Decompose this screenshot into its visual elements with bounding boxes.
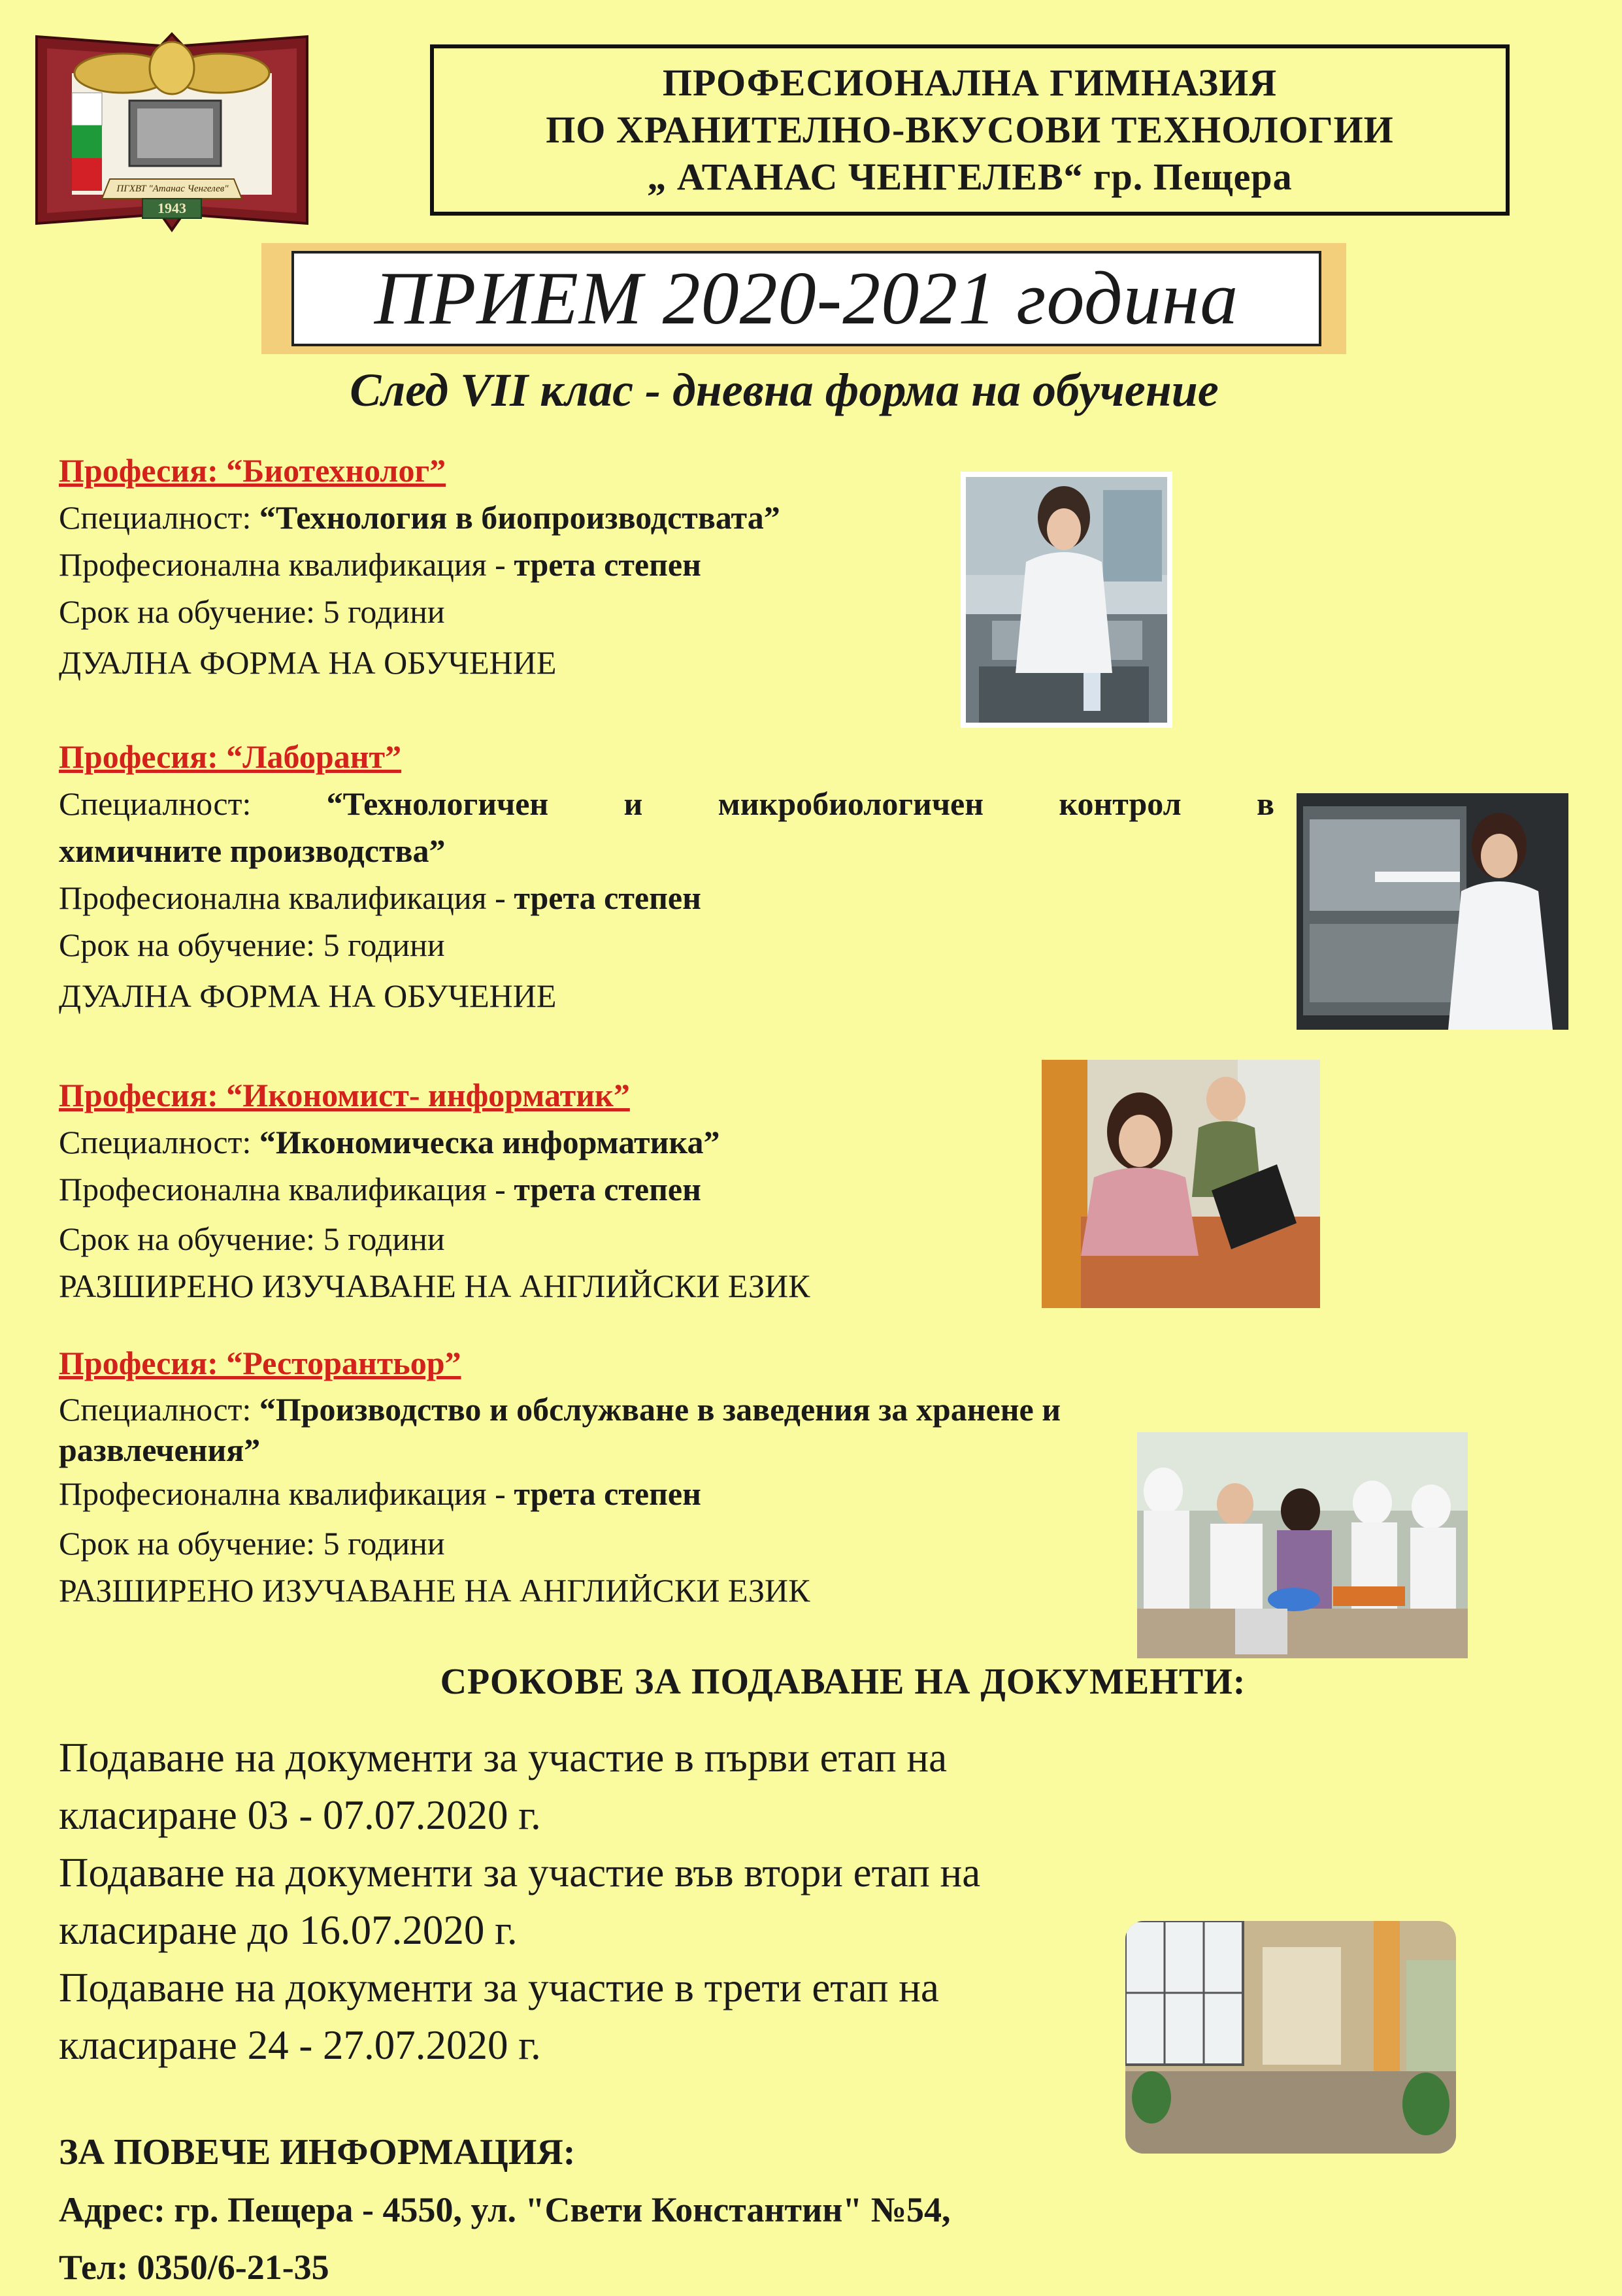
school-name-line-2: ПО ХРАНИТЕЛНО-ВКУСОВИ ТЕХНОЛОГИИ: [546, 108, 1394, 151]
photo-lab-fume-hood: [1297, 793, 1568, 1030]
contact-phone: Тел: 0350/6-21-35: [59, 2248, 329, 2287]
qualification-line: [59, 874, 1274, 921]
school-name-line-1: ПРОФЕСИОНАЛНА ГИМНАЗИЯ: [662, 61, 1278, 104]
photo-computer-class: [1042, 1060, 1320, 1308]
profession-title: Професия: “Икономист- информатик”: [59, 1077, 630, 1113]
specialty-line: [59, 1389, 1300, 1430]
page-subtitle: След VII клас - дневна форма на обучение: [350, 364, 1219, 416]
specialty-line: [59, 1119, 1039, 1166]
qualification-label: Професионална квалификация -: [59, 879, 514, 916]
qualification-label: Професионална квалификация -: [59, 1171, 514, 1207]
qualification-label: Професионална квалификация -: [59, 546, 514, 583]
deadline-line: класиране до 16.07.2020 г.: [59, 1907, 518, 1953]
specialty-name-line-2: химичните производства”: [59, 832, 446, 869]
qualification-value: трета степен: [514, 1475, 701, 1512]
qualification-line: [59, 541, 935, 588]
note-line: ДУАЛНА ФОРМА НА ОБУЧЕНИЕ: [59, 644, 557, 681]
specialty-line: [59, 494, 935, 541]
school-logo: [31, 27, 312, 237]
specialty-name: “Икономическа информатика”: [259, 1124, 720, 1160]
page-title: ПРИЕМ 2020-2021 година: [291, 251, 1321, 346]
qualification-value: трета степен: [514, 546, 701, 583]
profession-title: Професия: “Ресторантьор”: [59, 1345, 461, 1381]
profession-title: Професия: “Биотехнолог”: [59, 452, 446, 489]
specialty-label: Специалност:: [59, 1124, 259, 1160]
specialty-label: Специалност:: [59, 499, 259, 536]
deadline-line: Подаване на документи за участие във втори етап на: [59, 1850, 981, 1895]
note-line: РАЗШИРЕНО ИЗУЧАВАНЕ НА АНГЛИЙСКИ ЕЗИК: [59, 1572, 810, 1609]
deadline-line: класиране 24 - 27.07.2020 г.: [59, 2022, 541, 2068]
qualification-line: [59, 1166, 1039, 1213]
contact-heading: ЗА ПОВЕЧЕ ИНФОРМАЦИЯ:: [59, 2132, 576, 2173]
profession-title: Професия: “Лаборант”: [59, 738, 402, 775]
specialty-name-line-1: “Технологичен и микробиологичен контрол в: [326, 785, 1274, 822]
specialty-name-line-2: развлечения”: [59, 1432, 261, 1468]
school-name-box: [430, 44, 1510, 216]
qualification-line: [59, 1470, 1300, 1517]
logo-year: 1943: [157, 200, 186, 216]
specialty-label: Специалност:: [59, 1391, 259, 1428]
school-name-line-3: „ АТАНАС ЧЕНГЕЛЕВ“ гр. Пещера: [647, 156, 1293, 198]
photo-cooking-class: [1137, 1432, 1468, 1658]
deadlines-heading: СРОКОВЕ ЗА ПОДАВАНЕ НА ДОКУМЕНТИ:: [440, 1662, 1246, 1702]
specialty-label: Специалност:: [59, 785, 327, 822]
deadline-line: Подаване на документи за участие в първи етап на: [59, 1735, 948, 1780]
specialty-name: “Технология в биопроизводствата”: [259, 499, 780, 536]
deadlines-list: [59, 1729, 980, 2074]
duration-line: Срок на обучение: 5 години: [59, 593, 445, 630]
profession-laboratory-assistant: [59, 733, 1274, 1019]
specialty-name-line-1: “Производство и обслужване в заведения за хранене и: [259, 1391, 1061, 1428]
profession-restaurateur: [59, 1339, 1300, 1614]
contact-address: Адрес: гр. Пещера - 4550, ул. "Свети Константин" №54,: [59, 2190, 951, 2229]
photo-school-hallway: [1125, 1921, 1456, 2154]
deadline-line: Подаване на документи за участие в трети етап на: [59, 1965, 939, 2010]
note-line: РАЗШИРЕНО ИЗУЧАВАНЕ НА АНГЛИЙСКИ ЕЗИК: [59, 1268, 810, 1304]
specialty-line: [59, 780, 1274, 827]
note-line: ДУАЛНА ФОРМА НА ОБУЧЕНИЕ: [59, 977, 557, 1014]
qualification-label: Професионална квалификация -: [59, 1475, 514, 1512]
deadline-line: класиране 03 - 07.07.2020 г.: [59, 1792, 541, 1838]
profession-biotechnologist: [59, 447, 935, 686]
qualification-value: трета степен: [514, 1171, 701, 1207]
contact-info: [59, 2124, 951, 2296]
duration-line: Срок на обучение: 5 години: [59, 927, 445, 963]
logo-ribbon-text: ПГХВТ "Атанас Ченгелев": [116, 184, 229, 194]
photo-biotech-lab: [961, 472, 1172, 728]
profession-economist-informatician: [59, 1072, 1039, 1309]
duration-line: Срок на обучение: 5 години: [59, 1221, 445, 1257]
qualification-value: трета степен: [514, 879, 701, 916]
duration-line: Срок на обучение: 5 години: [59, 1525, 445, 1562]
